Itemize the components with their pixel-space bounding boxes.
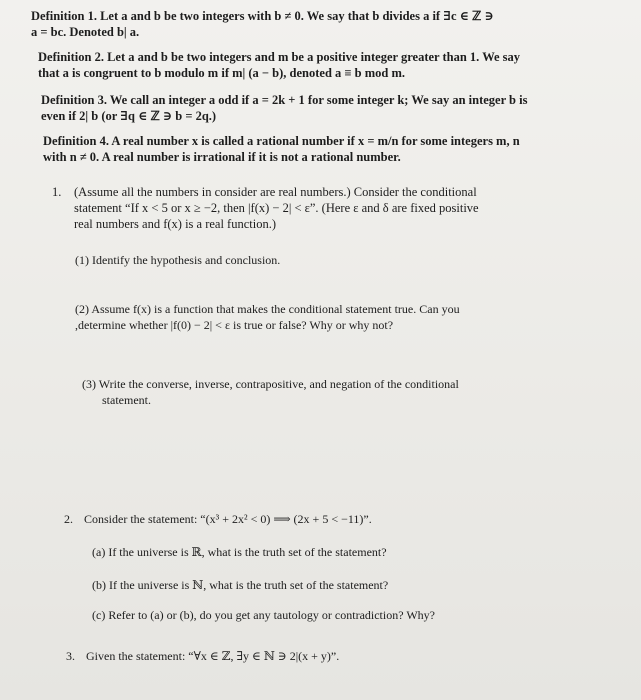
definition-2-line-2: that a is congruent to b modulo m if m| (a − b), denoted a ≡ b mod m.: [38, 66, 406, 80]
definition-3-line-2: even if 2| b (or ∃q ∈ ℤ ∋ b = 2q.): [41, 109, 217, 123]
question-2-part-b: [92, 577, 388, 593]
definition-4-line-1: Definition 4. A real number x is called a rational number if x = m/n for some integers m, n: [43, 134, 520, 148]
question-2-part-b-line-1: (b) If the universe is ℕ, what is the truth set of the statement?: [92, 578, 389, 592]
definition-1-line-1: Definition 1. Let a and b be two integers with b ≠ 0. We say that b divides a if ∃c ∈ ℤ ∋: [31, 9, 494, 23]
definition-1: [31, 8, 494, 40]
question-3: [66, 648, 339, 664]
definition-3-line-1: Definition 3. We call an integer a odd if a = 2k + 1 for some integer k; We say an integer b is: [41, 93, 528, 107]
question-2-part-c: [92, 607, 435, 623]
question-2-part-a-line-1: (a) If the universe is ℝ, what is the truth set of the statement?: [92, 545, 387, 559]
question-1-part-1: [75, 252, 280, 268]
question-2-number: 2.: [64, 512, 73, 526]
question-1-part-1-line-1: (1) Identify the hypothesis and conclusion.: [75, 253, 281, 267]
definition-2: [38, 49, 520, 81]
question-1-part-2-line-1: (2) Assume f(x) is a function that makes the conditional statement true. Can you: [75, 302, 460, 316]
definition-3: [41, 92, 527, 124]
question-1-line-2: statement “If x < 5 or x ≥ −2, then |f(x) − 2| < ε”. (Here ε and δ are fixed positive: [74, 201, 479, 215]
question-1-part-3-line-2: statement.: [102, 393, 151, 407]
question-1-part-2-line-2: ,determine whether |f(0) − 2| < ε is true or false? Why or why not?: [75, 318, 394, 332]
question-2-part-a: [92, 544, 387, 560]
question-1-part-2: [75, 301, 460, 333]
definition-4-line-2: with n ≠ 0. A real number is irrational if it is not a rational number.: [43, 150, 401, 164]
question-3-number: 3.: [66, 649, 75, 663]
definition-2-line-1: Definition 2. Let a and b be two integers and m be a positive integer greater than 1. We say: [38, 50, 521, 64]
question-2-line-1: Consider the statement: “(x³ + 2x² < 0) ⟹ (2x + 5 < −11)”.: [84, 512, 372, 526]
definition-4: [43, 133, 520, 165]
question-1-line-3: real numbers and f(x) is a real function.): [74, 217, 277, 231]
question-1-text: [74, 184, 479, 232]
question-2-part-c-line-1: (c) Refer to (a) or (b), do you get any tautology or contradiction? Why?: [92, 608, 435, 622]
question-2: [64, 511, 372, 527]
question-1-line-1: (Assume all the numbers in consider are real numbers.) Consider the conditional: [74, 185, 477, 199]
question-1-part-3: [82, 376, 459, 408]
question-1-part-3-line-1: (3) Write the converse, inverse, contrapositive, and negation of the conditional: [82, 377, 459, 391]
definition-1-line-2: a = bc. Denoted b| a.: [31, 25, 140, 39]
question-1-number: 1.: [52, 185, 62, 199]
question-3-line-1: Given the statement: “∀x ∈ ℤ, ∃y ∈ ℕ ∋ 2|(x + y)”.: [86, 649, 340, 663]
